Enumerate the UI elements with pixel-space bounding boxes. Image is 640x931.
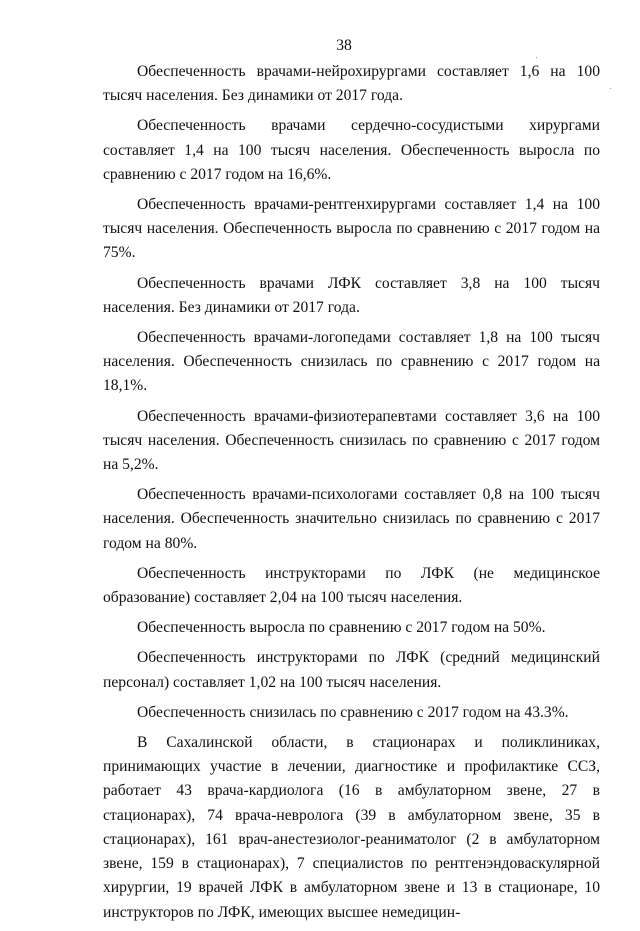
paragraph-lfk-instructors-growth: Обеспеченность выросла по сравнению с 2017 годом на 50%. <box>137 619 546 637</box>
paragraph-cardiovascular-surgeons: Обеспеченность врачами сердечно-сосудистыми хирургами составляет 1,4 на 100 тысяч населения. Обеспеченность выросла по сравнению с 2017 годом на 16,6%. <box>103 117 600 183</box>
paragraph-lfk-instructors-nursing: Обеспеченность инструкторами по ЛФК (средний медицинский персонал) составляет 1,02 на 100 тысяч населения. <box>103 649 600 691</box>
paragraph-lfk-instructors-non-medical: Обеспеченность инструкторами по ЛФК (не медицинское образование) составляет 2,04 на 100 тысяч населения. <box>103 564 600 607</box>
scan-speck <box>610 88 611 89</box>
paragraph-x-ray-surgeons: Обеспеченность врачами-рентгенхирургами составляет 1,4 на 100 тысяч населения. Обеспеченность выросла по сравнению с 2017 годом на 75%. <box>103 196 600 262</box>
paragraph-physiotherapists: Обеспеченность врачами-физиотерапевтами составляет 3,6 на 100 тысяч населения. Обеспеченность снизилась по сравнению с 2017 годом на 5,2%. <box>103 407 600 474</box>
paragraph-lfk-doctors: Обеспеченность врачами ЛФК составляет 3,8 на 100 тысяч населения. Без динамики от 2017 года. <box>103 274 600 316</box>
paragraph-speech-therapists: Обеспеченность врачами-логопедами составляет 1,8 на 100 тысяч населения. Обеспеченность снизилась по сравнению с 2017 годом на 18,1%. <box>103 329 600 395</box>
page-number: 38 <box>336 37 352 54</box>
body-text <box>103 60 600 931</box>
paragraph-psychologists: Обеспеченность врачами-психологами составляет 0,8 на 100 тысяч населения. Обеспеченность значительно снизилась по сравнению с 2017 годом на 80%. <box>103 486 600 552</box>
paragraph-neurosurgeons: Обеспеченность врачами-нейрохирургами составляет 1,6 на 100 тысяч населения. Без динамики от 2017 года. <box>103 63 600 105</box>
scan-speck <box>536 57 537 58</box>
paragraph-sakhalin-staff: В Сахалинской области, в стационарах и поликлиниках, принимающих участие в лечении, диагностике и профилактике ССЗ, работает 43 врача-кардиолога (16 в амбулаторном звене, 27 в стационарах), 74 врача-невролога (39 в амбулаторном звене, 35 в стационарах), 161 врач-анестезиолог-реаниматолог (2 в амбулаторном звене, 159 в стационарах), 7 специалистов по рентгенэндоваскулярной хирургии, 19 врачей ЛФК в амбулаторном звене и 13 в стационаре, 10 инструкторов по ЛФК, имеющих высшее немедицин- <box>103 734 600 921</box>
paragraph-lfk-instructors-decline: Обеспеченность снизилась по сравнению с 2017 годом на 43.3%. <box>137 703 569 721</box>
